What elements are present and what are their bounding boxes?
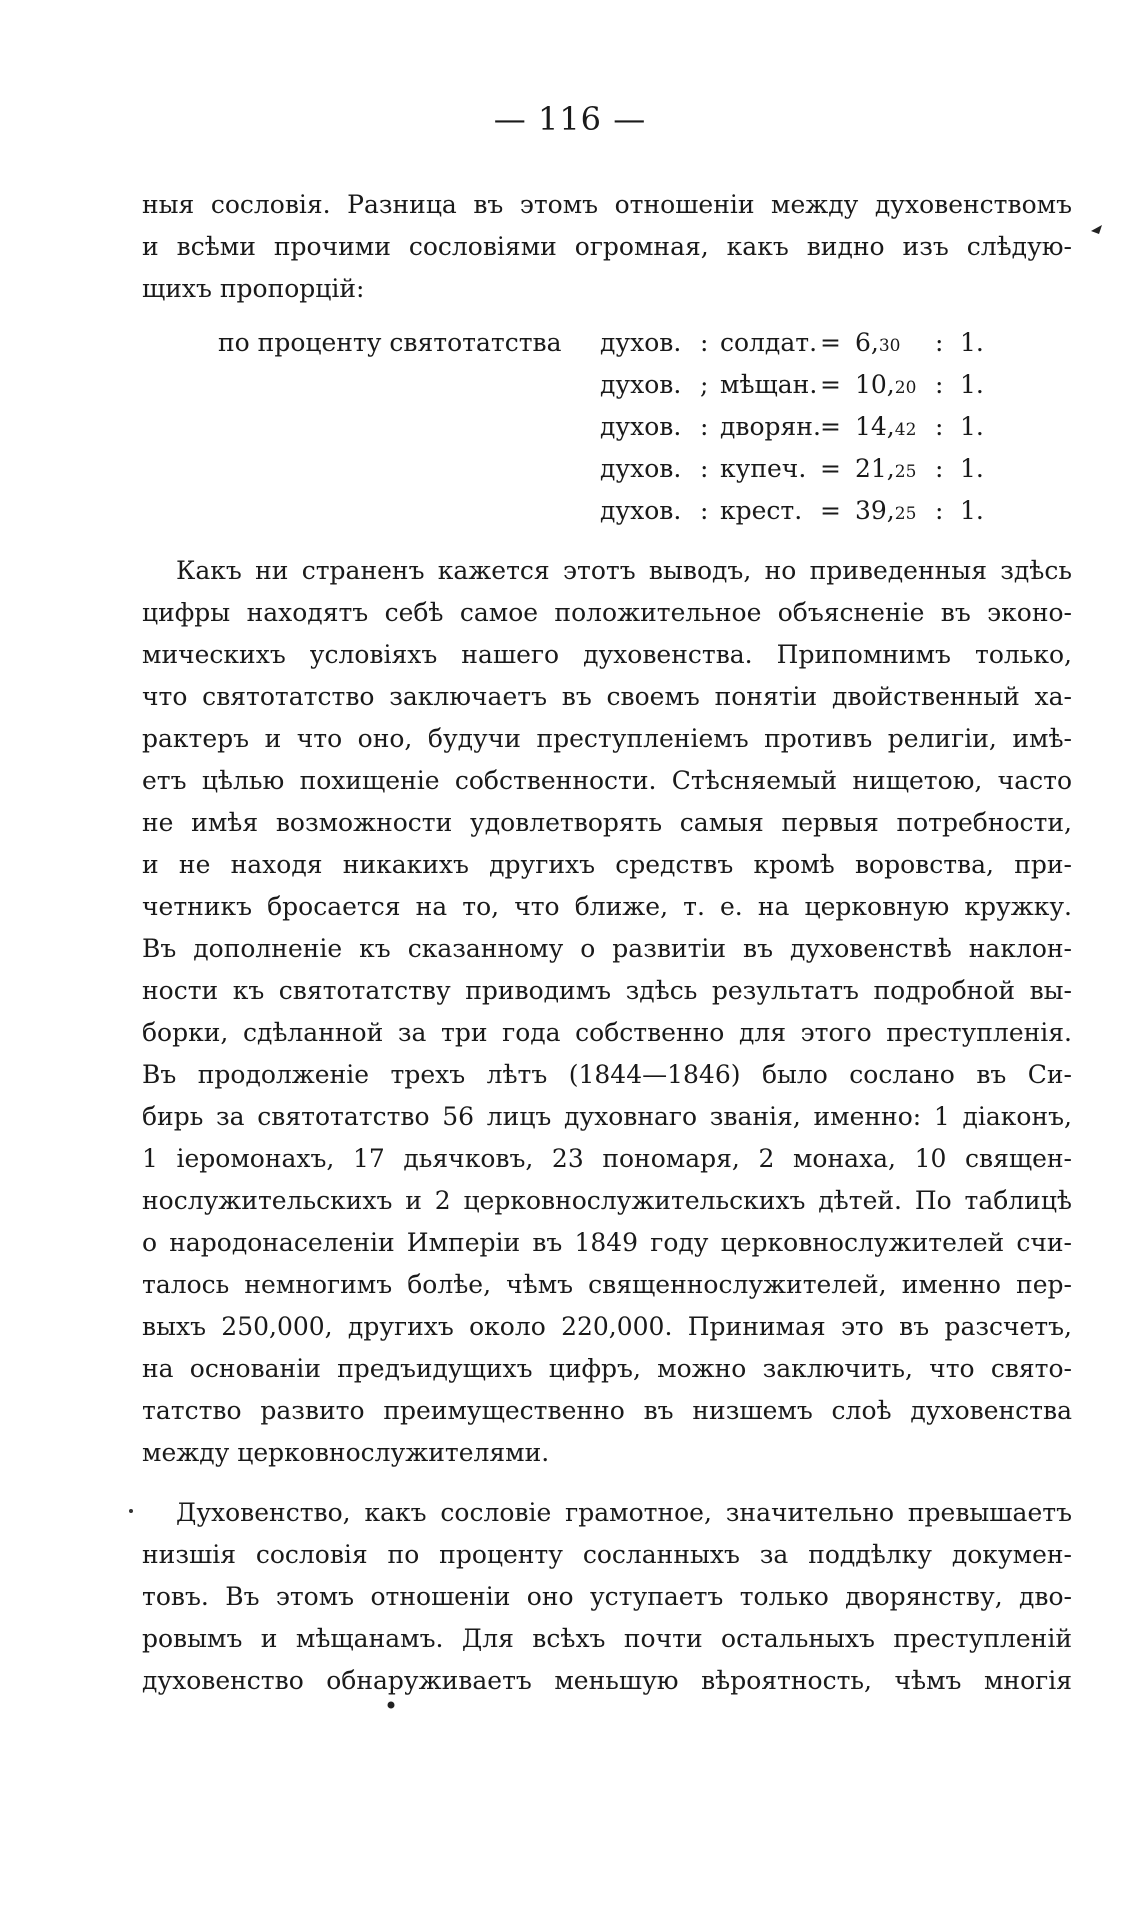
ratio-row bbox=[0, 406, 1140, 448]
ratio-class: дворян. bbox=[720, 412, 821, 441]
ratio-equals: = bbox=[820, 454, 841, 483]
ink-dot-icon bbox=[128, 1508, 134, 1514]
ratio-value-dec: 30 bbox=[878, 336, 901, 356]
ratio-separator: : bbox=[700, 454, 709, 483]
ratio-value bbox=[855, 364, 916, 409]
paragraph-line: Духовенство, какъ сословіе грамотное, значительно превышаетъ bbox=[176, 1498, 1072, 1527]
ratio-equals: = bbox=[820, 328, 841, 357]
ratio-value-dec: 25 bbox=[894, 504, 917, 524]
paragraph-line: выхъ 250,000, другихъ около 220,000. Принимая это въ разсчетъ, bbox=[142, 1312, 1072, 1341]
ratio-value bbox=[855, 322, 901, 367]
paragraph-line: на основаніи предъидущихъ цифръ, можно заключить, что свято- bbox=[142, 1354, 1072, 1383]
ratio-subject: духов. bbox=[600, 328, 682, 357]
paragraph-line: между церковнослужителями. bbox=[142, 1438, 550, 1467]
page-number: — 116 — bbox=[493, 100, 647, 138]
ratio-row bbox=[0, 448, 1140, 490]
paragraph-line: цифры находятъ себѣ самое положительное объясненіе въ эконо- bbox=[142, 598, 1072, 627]
ratio-colon: : bbox=[935, 454, 944, 483]
top-paragraph bbox=[142, 184, 1072, 310]
ratio-separator: : bbox=[700, 412, 709, 441]
ratio-value-int: 6, bbox=[855, 328, 879, 357]
paragraph-line: и не находя никакихъ другихъ средствъ кромѣ воровства, при- bbox=[142, 850, 1072, 879]
ink-blot-icon bbox=[1088, 222, 1106, 240]
ratio-separator: ; bbox=[700, 370, 709, 399]
ratio-row bbox=[0, 322, 1140, 364]
ratio-colon: : bbox=[935, 328, 944, 357]
paragraph-line: щихъ пропорцій: bbox=[142, 274, 365, 303]
paragraph-line: что святотатство заключаетъ въ своемъ понятіи двойственный ха- bbox=[142, 682, 1072, 711]
ratio-subject: духов. bbox=[600, 370, 682, 399]
paragraph-line: Въ продолженіе трехъ лѣтъ (1844—1846) было сослано въ Си- bbox=[142, 1060, 1072, 1089]
paragraph-line: ности къ святотатству приводимъ здѣсь результатъ подробной вы- bbox=[142, 976, 1072, 1005]
ratio-value bbox=[855, 490, 916, 535]
ratio-value-dec: 42 bbox=[894, 420, 917, 440]
paragraph-line: Въ дополненіе къ сказанному о развитіи въ духовенствѣ наклон- bbox=[142, 934, 1072, 963]
paragraph-line: и всѣми прочими сословіями огромная, какъ видно изъ слѣдую- bbox=[142, 232, 1072, 261]
paragraph-line: ровымъ и мѣщанамъ. Для всѣхъ почти остальныхъ преступленій bbox=[142, 1624, 1072, 1653]
paragraph-line: 1 іеромонахъ, 17 дьячковъ, 23 пономаря, 2 монаха, 10 священ- bbox=[142, 1144, 1072, 1173]
paragraph-line: товъ. Въ этомъ отношеніи оно уступаетъ только дворянству, дво- bbox=[142, 1582, 1072, 1611]
ratio-value bbox=[855, 406, 916, 451]
ratio-subject: духов. bbox=[600, 412, 682, 441]
ratio-value bbox=[855, 448, 916, 493]
ratio-value-dec: 25 bbox=[894, 462, 917, 482]
ratio-subject: духов. bbox=[600, 496, 682, 525]
ink-dot-icon bbox=[386, 1700, 396, 1710]
paragraph-line: низшія сословія по проценту сосланныхъ за поддѣлку докумен- bbox=[142, 1540, 1072, 1569]
ratio-colon: : bbox=[935, 496, 944, 525]
ratio-value-int: 10, bbox=[855, 370, 895, 399]
paragraph-line: о народонаселеніи Имперіи въ 1849 году церковнослужителей счи- bbox=[142, 1228, 1072, 1257]
ratio-one: 1. bbox=[960, 454, 984, 483]
paragraph-line: етъ цѣлью похищеніе собственности. Стѣсняемый нищетою, часто bbox=[142, 766, 1072, 795]
paragraph-line: мическихъ условіяхъ нашего духовенства. Припомнимъ только, bbox=[142, 640, 1072, 669]
ratio-equals: = bbox=[820, 370, 841, 399]
paragraph-line: ныя сословія. Разница въ этомъ отношеніи между духовенствомъ bbox=[142, 190, 1072, 219]
ratio-colon: : bbox=[935, 412, 944, 441]
paragraph-line: Какъ ни страненъ кажется этотъ выводъ, но приведенныя здѣсь bbox=[176, 556, 1072, 585]
ratio-class: мѣщан. bbox=[720, 370, 818, 399]
ratio-value-dec: 20 bbox=[894, 378, 917, 398]
paragraph-line: борки, сдѣланной за три года собственно для этого преступленія. bbox=[142, 1018, 1072, 1047]
ratio-class: купеч. bbox=[720, 454, 807, 483]
ratio-equals: = bbox=[820, 496, 841, 525]
ratio-one: 1. bbox=[960, 412, 984, 441]
ratio-equals: = bbox=[820, 412, 841, 441]
ratio-value-int: 21, bbox=[855, 454, 895, 483]
bottom-paragraph bbox=[142, 1492, 1072, 1702]
paragraph-line: татство развито преимущественно въ низшемъ слоѣ духовенства bbox=[142, 1396, 1072, 1425]
ratio-separator: : bbox=[700, 328, 709, 357]
ratio-separator: : bbox=[700, 496, 709, 525]
paragraph-line: четникъ бросается на то, что ближе, т. е. на церковную кружку. bbox=[142, 892, 1072, 921]
ratio-one: 1. bbox=[960, 370, 984, 399]
paragraph-line: нослужительскихъ и 2 церковнослужительскихъ дѣтей. По таблицѣ bbox=[142, 1186, 1072, 1215]
middle-paragraph bbox=[142, 550, 1072, 1474]
ratio-class: солдат. bbox=[720, 328, 818, 357]
ratio-one: 1. bbox=[960, 328, 984, 357]
ratio-one: 1. bbox=[960, 496, 984, 525]
paragraph-line: не имѣя возможности удовлетворять самыя первыя потребности, bbox=[142, 808, 1072, 837]
ratio-value-int: 14, bbox=[855, 412, 895, 441]
paragraph-line: талось немногимъ болѣе, чѣмъ священнослужителей, именно пер- bbox=[142, 1270, 1072, 1299]
ratio-class: крест. bbox=[720, 496, 803, 525]
ratio-subject: духов. bbox=[600, 454, 682, 483]
ratio-row bbox=[0, 490, 1140, 532]
ratio-row bbox=[0, 364, 1140, 406]
ratio-prefix: по проценту святотатства bbox=[218, 328, 562, 357]
paragraph-line: бирь за святотатство 56 лицъ духовнаго званія, именно: 1 діаконъ, bbox=[142, 1102, 1072, 1131]
ratio-colon: : bbox=[935, 370, 944, 399]
paragraph-line: духовенство обнаруживаетъ меньшую вѣроятность, чѣмъ многія bbox=[142, 1666, 1072, 1695]
paragraph-line: рактеръ и что оно, будучи преступленіемъ противъ религіи, имѣ- bbox=[142, 724, 1072, 753]
ratio-value-int: 39, bbox=[855, 496, 895, 525]
